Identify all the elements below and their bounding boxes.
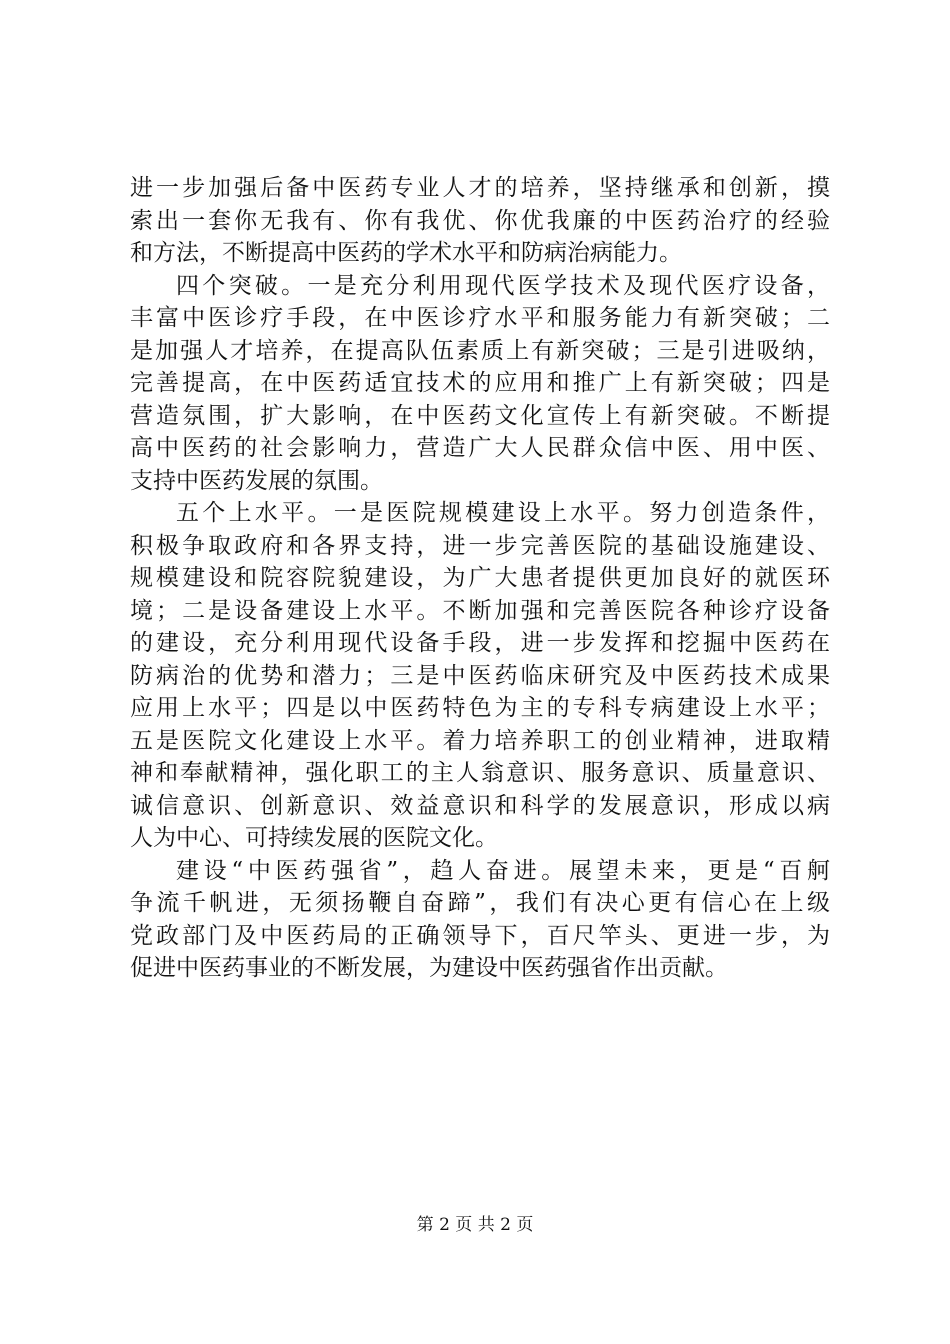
text-line: 争流千帆进，无须扬鞭自奋蹄”，我们有决心更有信心在上级 <box>130 890 830 916</box>
text-line: 是加强人才培养，在提高队伍素质上有新突破；三是引进吸纳， <box>130 337 830 364</box>
paragraph <box>130 497 830 855</box>
text-line: 索出一套你无我有、你有我优、你优我廉的中医药治疗的经验 <box>130 207 830 234</box>
text-line: 促进中医药事业的不断发展，为建设中医药强省作出贡献。 <box>130 955 728 981</box>
text-line: 应用上水平；四是以中医药特色为主的专科专病建设上水平； <box>130 695 830 721</box>
text-line: 规模建设和院容院貌建设，为广大患者提供更加良好的就医环 <box>130 565 830 591</box>
text-line: 建设“中医药强省”，趋人奋进。展望未来，更是“百舸 <box>176 857 830 884</box>
text-line: 进一步加强后备中医药专业人才的培养，坚持继承和创新，摸 <box>130 175 830 201</box>
text-line: 完善提高，在中医药适宜技术的应用和推广上有新突破；四是 <box>130 370 830 396</box>
text-line: 积极争取政府和各界支持，进一步完善医院的基础设施建设、 <box>130 532 830 559</box>
paragraph <box>130 172 830 270</box>
text-line: 四个突破。一是充分利用现代医学技术及现代医疗设备， <box>176 272 830 299</box>
paragraph <box>130 270 830 498</box>
text-line: 丰富中医诊疗手段，在中医诊疗水平和服务能力有新突破；二 <box>130 305 830 331</box>
page-footer <box>0 1214 950 1236</box>
text-line: 支持中医药发展的氛围。 <box>130 467 383 494</box>
document-body <box>130 172 830 985</box>
text-line: 诚信意识、创新意识、效益意识和科学的发展意识，形成以病 <box>130 792 830 819</box>
text-line: 和方法，不断提高中医药的学术水平和防病治病能力。 <box>130 240 682 266</box>
text-line: 的建设，充分利用现代设备手段，进一步发挥和挖掘中医药在 <box>130 630 830 656</box>
text-line: 五个上水平。一是医院规模建设上水平。努力创造条件， <box>176 500 830 526</box>
text-line: 五是医院文化建设上水平。着力培养职工的创业精神，进取精 <box>130 727 830 754</box>
text-line: 党政部门及中医药局的正确领导下，百尺竿头、更进一步，为 <box>130 922 830 949</box>
text-line: 营造氛围，扩大影响，在中医药文化宣传上有新突破。不断提 <box>130 402 830 429</box>
paragraph <box>130 855 830 985</box>
text-line: 人为中心、可持续发展的医院文化。 <box>130 825 498 851</box>
text-line: 神和奉献精神，强化职工的主人翁意识、服务意识、质量意识、 <box>130 760 830 786</box>
page-number: 第 2 页 共 2 页 <box>416 1215 534 1235</box>
text-line: 境；二是设备建设上水平。不断加强和完善医院各种诊疗设备 <box>130 597 830 624</box>
text-line: 高中医药的社会影响力，营造广大人民群众信中医、用中医、 <box>130 435 830 461</box>
text-line: 防病治的优势和潜力；三是中医药临床研究及中医药技术成果 <box>130 662 830 689</box>
